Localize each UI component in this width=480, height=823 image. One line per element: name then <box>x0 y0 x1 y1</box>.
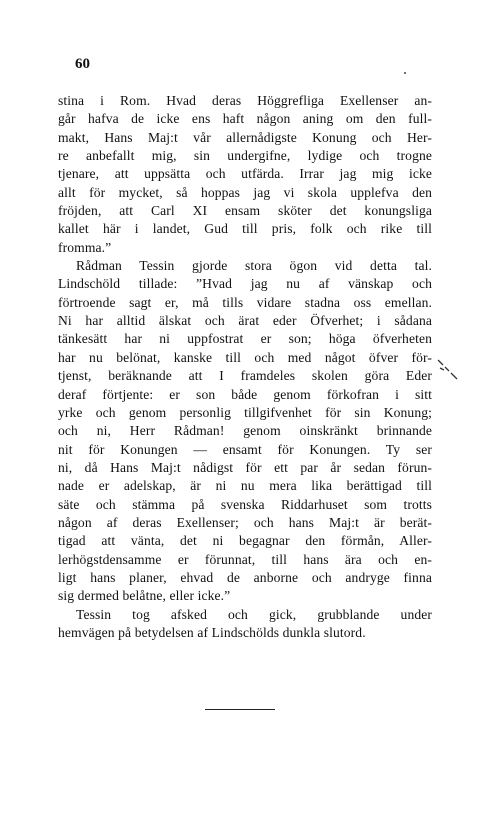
text-line: stina i Rom. Hvad deras Höggrefliga Exellenser an- <box>58 93 432 108</box>
text-line: förtroende sagt er, må tills vidare stadna oss emellan. <box>58 294 432 310</box>
section-divider <box>205 709 275 710</box>
text-line: lerhögstdensamme er förunnat, till hans ära och en- <box>58 551 432 567</box>
text-line: makt, Hans Maj:t vår allernådigste Konung och Her- <box>58 129 432 145</box>
text-line: nit för Konungen — ensamt för Konungen. Ty ser <box>58 441 432 457</box>
text-line: re anbefallt mig, sin undergifne, lydige och trogne <box>58 148 432 164</box>
text-line: nade er adelskap, är ni nu mera lika berättigad till <box>58 478 432 494</box>
text-line: ni, då Hans Maj:t nådigst för ett par år sedan förun- <box>58 459 432 475</box>
text-line: tjenare, att uppsätta och utfärda. Irrar jag mig icke <box>58 166 432 182</box>
text-line: fromma.” <box>58 239 112 255</box>
text-line: Rådman Tessin gjorde stora ögon vid detta tal. <box>76 258 432 274</box>
body-text <box>58 92 432 642</box>
text-line: tjenst, beräknande att I framdeles skolen göra Eder <box>58 368 432 384</box>
text-line: allt för mycket, så hoppas jag vi skola upplefva den <box>58 184 432 200</box>
text-line: Ni har alltid älskat och ärat eder Öfverhet; i sådana <box>58 313 432 329</box>
text-line: deraf förtjente: er son både genom förkofran i sitt <box>58 386 432 402</box>
text-line: yrke och genom personlig tillgifvenhet för sin Konung; <box>58 404 432 420</box>
text-line: hemvägen på betydelsen af Lindschölds dunkla slutord. <box>58 624 366 640</box>
text-line: Lindschöld tillade: ”Hvad jag nu af vänskap och <box>58 276 432 292</box>
text-line: ligt hans planer, ehvad de anborne och andryge finna <box>58 569 432 585</box>
text-line: tänkesätt har ni uppfostrat er son; höga öfverheten <box>58 331 432 347</box>
text-line: säte och stämma på svenska Riddarhuset som trotts <box>58 496 432 512</box>
printer-speck <box>404 72 406 74</box>
text-line: någon af deras Exellenser; och hans Maj:t är berät- <box>58 514 432 530</box>
margin-mark-icon <box>437 358 459 380</box>
text-line: går hafva de icke ens haft någon aning om den full- <box>58 111 432 127</box>
text-line: och ni, Herr Rådman! genom oinskränkt brinnande <box>58 423 432 439</box>
text-line: Tessin tog afsked och gick, grubblande under <box>76 606 432 622</box>
text-line: kallet här i landet, Gud till pris, folk och rike till <box>58 221 432 237</box>
text-line: fröjden, att Carl XI ensam sköter det konungsliga <box>58 203 432 219</box>
text-line: sig dermed belåtne, eller icke.” <box>58 588 231 604</box>
text-line: tigad att vänta, det ni begagnar den förmån, Aller- <box>58 533 432 549</box>
text-line: har nu belönat, kanske till och med något öfver för- <box>58 349 432 365</box>
page-number: 60 <box>75 56 90 72</box>
